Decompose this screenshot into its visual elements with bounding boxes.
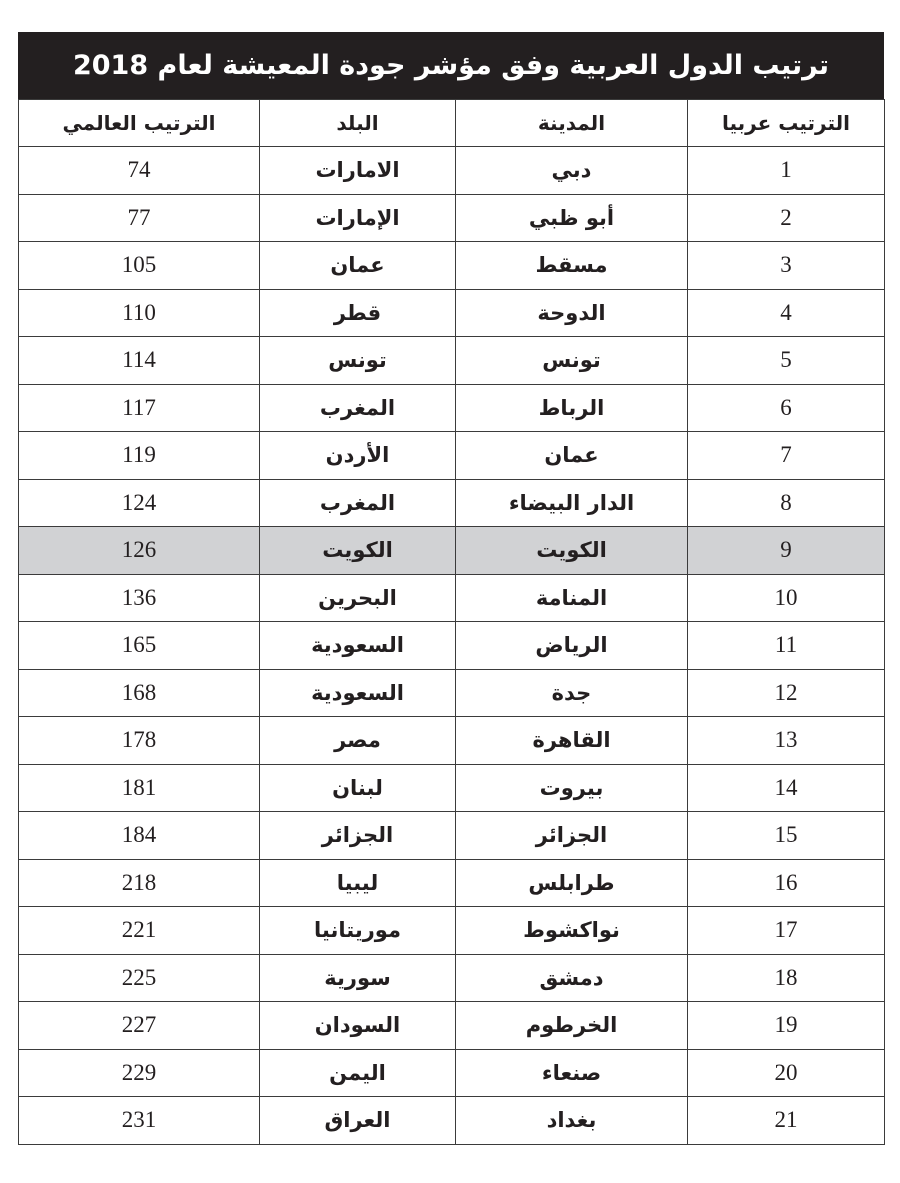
cell-city: الخرطوم xyxy=(456,1002,688,1050)
cell-world-rank: 74 xyxy=(19,147,260,195)
cell-world-rank: 231 xyxy=(19,1097,260,1145)
cell-world-rank: 168 xyxy=(19,669,260,717)
cell-country: الأردن xyxy=(260,432,456,480)
table-row xyxy=(19,384,885,432)
cell-city: أبو ظبي xyxy=(456,194,688,242)
cell-world-rank: 77 xyxy=(19,194,260,242)
cell-world-rank: 124 xyxy=(19,479,260,527)
cell-city: صنعاء xyxy=(456,1049,688,1097)
cell-city: بغداد xyxy=(456,1097,688,1145)
cell-country: قطر xyxy=(260,289,456,337)
table-row xyxy=(19,527,885,575)
cell-world-rank: 178 xyxy=(19,717,260,765)
cell-country: العراق xyxy=(260,1097,456,1145)
cell-arab-rank: 19 xyxy=(688,1002,885,1050)
header-city: المدينة xyxy=(456,100,688,147)
table-row xyxy=(19,242,885,290)
cell-arab-rank: 20 xyxy=(688,1049,885,1097)
table-row xyxy=(19,717,885,765)
cell-country: المغرب xyxy=(260,479,456,527)
table-row xyxy=(19,1049,885,1097)
table-title: ترتيب الدول العربية وفق مؤشر جودة المعيشة لعام 2018 xyxy=(18,32,884,99)
cell-city: مسقط xyxy=(456,242,688,290)
cell-country: تونس xyxy=(260,337,456,385)
cell-arab-rank: 2 xyxy=(688,194,885,242)
cell-world-rank: 126 xyxy=(19,527,260,575)
cell-city: الرياض xyxy=(456,622,688,670)
cell-arab-rank: 3 xyxy=(688,242,885,290)
table-row xyxy=(19,1097,885,1145)
table-row xyxy=(19,479,885,527)
cell-city: القاهرة xyxy=(456,717,688,765)
cell-arab-rank: 10 xyxy=(688,574,885,622)
cell-city: الجزائر xyxy=(456,812,688,860)
cell-city: الدوحة xyxy=(456,289,688,337)
cell-country: الإمارات xyxy=(260,194,456,242)
cell-arab-rank: 5 xyxy=(688,337,885,385)
table-row xyxy=(19,764,885,812)
header-world-rank: الترتيب العالمي xyxy=(19,100,260,147)
cell-country: الامارات xyxy=(260,147,456,195)
table-row xyxy=(19,1002,885,1050)
cell-world-rank: 221 xyxy=(19,907,260,955)
cell-world-rank: 181 xyxy=(19,764,260,812)
cell-world-rank: 229 xyxy=(19,1049,260,1097)
cell-city: عمان xyxy=(456,432,688,480)
cell-arab-rank: 17 xyxy=(688,907,885,955)
ranking-table xyxy=(18,99,885,1145)
cell-country: سورية xyxy=(260,954,456,1002)
cell-arab-rank: 18 xyxy=(688,954,885,1002)
cell-arab-rank: 14 xyxy=(688,764,885,812)
cell-city: بيروت xyxy=(456,764,688,812)
table-row xyxy=(19,194,885,242)
cell-arab-rank: 8 xyxy=(688,479,885,527)
cell-world-rank: 114 xyxy=(19,337,260,385)
cell-arab-rank: 13 xyxy=(688,717,885,765)
table-row xyxy=(19,954,885,1002)
table-row xyxy=(19,574,885,622)
cell-arab-rank: 9 xyxy=(688,527,885,575)
cell-country: موريتانيا xyxy=(260,907,456,955)
table-body xyxy=(19,147,885,1145)
cell-world-rank: 227 xyxy=(19,1002,260,1050)
cell-arab-rank: 21 xyxy=(688,1097,885,1145)
cell-country: عمان xyxy=(260,242,456,290)
table-row xyxy=(19,147,885,195)
cell-city: دمشق xyxy=(456,954,688,1002)
cell-country: البحرين xyxy=(260,574,456,622)
cell-city: نواكشوط xyxy=(456,907,688,955)
table-row xyxy=(19,907,885,955)
cell-world-rank: 136 xyxy=(19,574,260,622)
table-row xyxy=(19,337,885,385)
table-row xyxy=(19,669,885,717)
cell-world-rank: 225 xyxy=(19,954,260,1002)
cell-arab-rank: 12 xyxy=(688,669,885,717)
table-row xyxy=(19,289,885,337)
cell-arab-rank: 15 xyxy=(688,812,885,860)
table-row xyxy=(19,859,885,907)
cell-country: الجزائر xyxy=(260,812,456,860)
table-row xyxy=(19,432,885,480)
cell-arab-rank: 4 xyxy=(688,289,885,337)
header-country: البلد xyxy=(260,100,456,147)
cell-arab-rank: 6 xyxy=(688,384,885,432)
cell-world-rank: 119 xyxy=(19,432,260,480)
cell-world-rank: 110 xyxy=(19,289,260,337)
ranking-document xyxy=(18,32,884,1145)
cell-arab-rank: 11 xyxy=(688,622,885,670)
cell-country: المغرب xyxy=(260,384,456,432)
header-row xyxy=(19,100,885,147)
cell-world-rank: 184 xyxy=(19,812,260,860)
cell-country: السودان xyxy=(260,1002,456,1050)
cell-country: مصر xyxy=(260,717,456,765)
table-header xyxy=(19,100,885,147)
cell-country: ليبيا xyxy=(260,859,456,907)
cell-city: دبي xyxy=(456,147,688,195)
header-arab-rank: الترتيب عربيا xyxy=(688,100,885,147)
cell-city: طرابلس xyxy=(456,859,688,907)
cell-country: السعودية xyxy=(260,669,456,717)
cell-city: الرباط xyxy=(456,384,688,432)
cell-city: الكويت xyxy=(456,527,688,575)
cell-arab-rank: 1 xyxy=(688,147,885,195)
cell-city: تونس xyxy=(456,337,688,385)
cell-city: الدار البيضاء xyxy=(456,479,688,527)
table-row xyxy=(19,812,885,860)
cell-world-rank: 165 xyxy=(19,622,260,670)
cell-world-rank: 218 xyxy=(19,859,260,907)
table-row xyxy=(19,622,885,670)
cell-world-rank: 105 xyxy=(19,242,260,290)
cell-arab-rank: 7 xyxy=(688,432,885,480)
cell-arab-rank: 16 xyxy=(688,859,885,907)
cell-country: اليمن xyxy=(260,1049,456,1097)
cell-country: لبنان xyxy=(260,764,456,812)
cell-city: جدة xyxy=(456,669,688,717)
cell-city: المنامة xyxy=(456,574,688,622)
cell-world-rank: 117 xyxy=(19,384,260,432)
cell-country: السعودية xyxy=(260,622,456,670)
cell-country: الكويت xyxy=(260,527,456,575)
